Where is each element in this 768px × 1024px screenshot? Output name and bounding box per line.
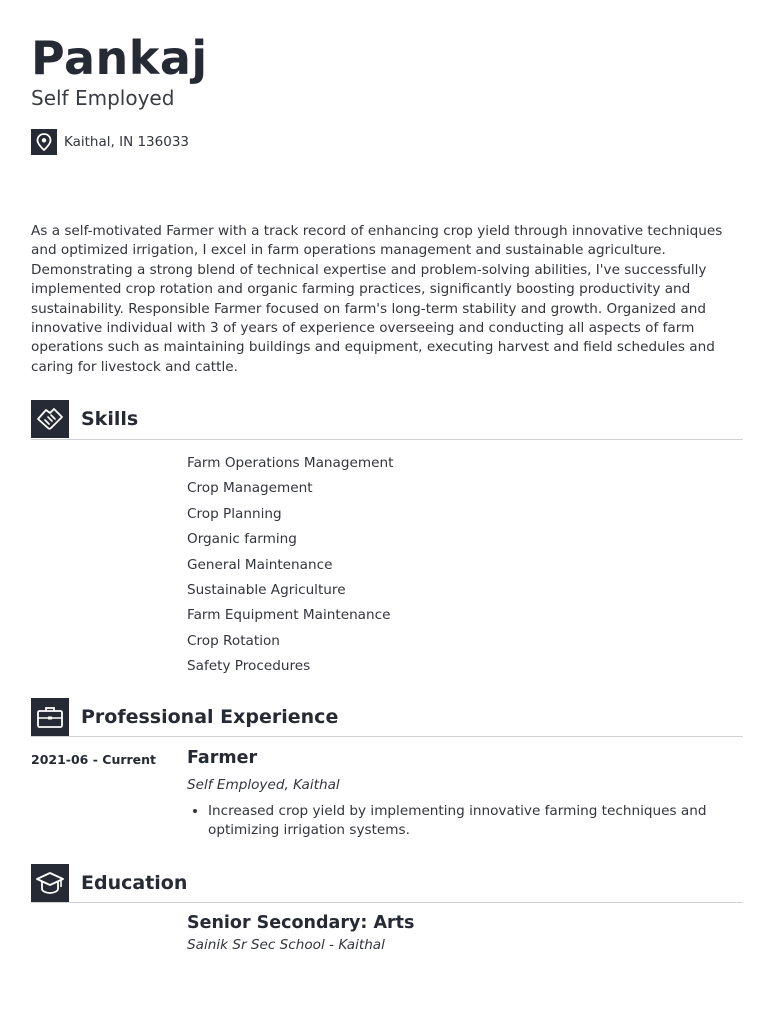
skills-section-header (31, 400, 743, 438)
skills-list (187, 451, 393, 680)
section-divider (31, 439, 743, 440)
skill-item: Crop Management (187, 480, 313, 497)
education-school: Sainik Sr Sec School - Kaithal (187, 937, 385, 953)
section-divider (31, 902, 743, 903)
skill-item: Crop Rotation (187, 632, 280, 649)
experience-role: Farmer (187, 748, 258, 768)
candidate-title: Self Employed (31, 86, 175, 110)
experience-section-title: Professional Experience (81, 706, 339, 728)
experience-bullets (187, 802, 764, 841)
graduation-cap-icon (31, 864, 69, 902)
professional-summary: As a self-motivated Farmer with a track record of enhancing crop yield through innovative techniques and optimized irrigation, I excel in farm operations management and sustainable agriculture. Demonstrating a strong blend of technical expertise and problem-solving abilities, I've successfully implemented crop rotation and organic farming practices, significantly boosting productivity and sustainability. Responsible Farmer focused on farm's long-term stability and growth. Organized and innovative individual with 3 of years of experience overseeing and conducting all aspects of farm operations such as maintaining buildings and equipment, executing harvest and field schedules and caring for livestock and cattle. (31, 223, 723, 375)
skill-item: Farm Operations Management (187, 455, 394, 471)
location-text: Kaithal, IN 136033 (64, 134, 190, 150)
skills-section-title: Skills (81, 408, 139, 430)
skill-item: Crop Planning (187, 505, 282, 522)
experience-bullet: • Increased crop yield by implementing innovative farming techniques and optimizing irrigation systems. (208, 802, 764, 841)
experience-date: 2021-06 - Current (31, 752, 157, 767)
skill-item: Safety Procedures (187, 658, 311, 675)
skill-item: General Maintenance (187, 556, 333, 573)
handshake-icon (31, 400, 69, 438)
experience-company: Self Employed, Kaithal (187, 777, 340, 793)
skill-item: Sustainable Agriculture (187, 582, 346, 599)
skill-item: Farm Equipment Maintenance (187, 607, 391, 624)
briefcase-icon (31, 698, 69, 736)
skill-item: Organic farming (187, 531, 297, 548)
education-degree: Senior Secondary: Arts (187, 913, 415, 933)
education-section-title: Education (81, 872, 188, 894)
experience-section-header (31, 698, 743, 736)
section-divider (31, 736, 743, 737)
candidate-name: Pankaj (31, 31, 208, 85)
location-row (31, 129, 189, 155)
education-section-header (31, 864, 743, 902)
map-pin-icon (31, 129, 57, 155)
